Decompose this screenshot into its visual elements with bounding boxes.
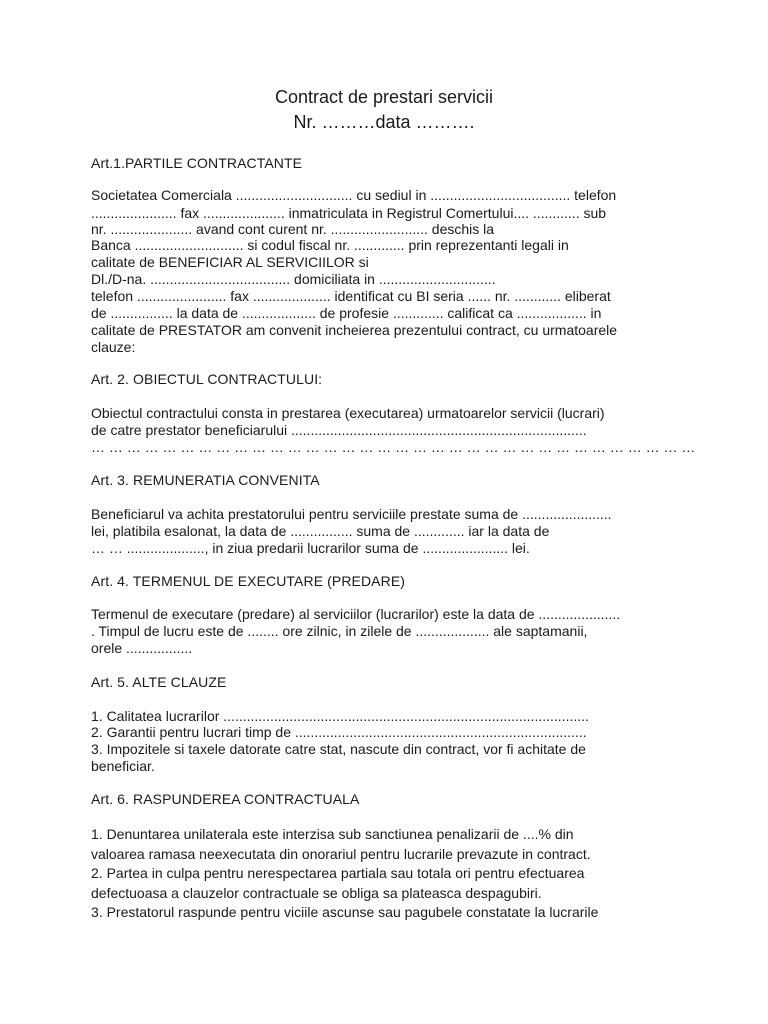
article-4-line: orele ................. <box>91 640 193 656</box>
article-3-line: lei, platibila esalonat, la data de ................ suma de ............. iar la data de <box>91 523 550 539</box>
article-6-line: 3. Prestatorul raspunde pentru viciile ascunse sau pagubele constatate la lucrarile <box>91 904 599 920</box>
article-5-line: beneficiar. <box>91 758 155 774</box>
document-title: Contract de prestari servicii <box>274 87 494 107</box>
article-1-line: Banca ............................ si codul fiscal nr. ............. prin reprezentanti legali in <box>91 237 569 253</box>
article-4-heading: Art. 4. TERMENUL DE EXECUTARE (PREDARE) <box>91 573 406 589</box>
article-4-line: . Timpul de lucru este de ........ ore zilnic, in zilele de ................... ale saptamanii, <box>91 623 588 639</box>
article-1-line: ...................... fax ..................... inmatriculata in Registrul Comertului.... ............ sub <box>91 205 607 221</box>
article-1-line: nr. ..................... avand cont curent nr. ......................... deschis la <box>91 221 495 237</box>
article-1-heading: Art.1.PARTILE CONTRACTANTE <box>91 155 303 171</box>
article-5-line: 3. Impozitele si taxele datorate catre stat, nascute din contract, vor fi achitate de <box>91 741 586 757</box>
article-6-line: 1. Denuntarea unilaterala este interzisa sub sanctiunea penalizarii de ....% din <box>91 826 574 842</box>
article-1-line: clauze: <box>91 339 136 355</box>
article-5-line: 2. Garantii pentru lucrari timp de ........................................................................... <box>91 724 587 740</box>
article-3-line: … … ...................., in ziua predarii lucrarilor suma de ...................... lei. <box>91 540 530 556</box>
article-1-line: calitate de PRESTATOR am convenit incheierea prezentului contract, cu urmatoarele <box>91 322 618 338</box>
article-6-line: defectuoasa a clauzelor contractuale se obliga sa plateasca despagubiri. <box>91 885 542 901</box>
article-4-line: Termenul de executare (predare) al serviciilor (lucrarilor) este la data de ..................... <box>91 606 621 622</box>
article-3-heading: Art. 3. REMUNERATIA CONVENITA <box>91 472 320 488</box>
article-2-line: Obiectul contractului consta in prestarea (executarea) urmatoarelor servicii (lucrari) <box>91 405 605 421</box>
article-6-heading: Art. 6. RASPUNDEREA CONTRACTUALA <box>91 791 360 807</box>
article-6-line: 2. Partea in culpa pentru nerespectarea partiala sau totala ori pentru efectuarea <box>91 865 585 881</box>
document-number-date: Nr. ………data ………. <box>293 112 475 132</box>
article-1-line: Dl./D-na. .................................... domiciliata in .............................. <box>91 271 496 287</box>
article-5-heading: Art. 5. ALTE CLAUZE <box>91 674 227 690</box>
article-2-line: … … … … … … … … … … … … … … … … … … … … … … … … … … … … … … … … … … <box>91 439 696 455</box>
article-5-line: 1. Calitatea lucrarilor .............................................................................................. <box>91 708 589 724</box>
article-6-line: valoarea ramasa neexecutata din onorariul pentru lucrarile prevazute in contract. <box>91 846 591 862</box>
article-2-line: de catre prestator beneficiarului ............................................................................ <box>91 422 587 438</box>
article-2-heading: Art. 2. OBIECTUL CONTRACTULUI: <box>91 371 323 387</box>
article-1-line: telefon ....................... fax .................... identificat cu BI seria ...... nr. ............ eliberat <box>91 288 611 304</box>
article-1-line: calitate de BENEFICIAR AL SERVICIILOR si <box>91 254 369 270</box>
article-3-line: Beneficiarul va achita prestatorului pentru serviciile prestate suma de ....................... <box>91 506 612 522</box>
article-1-line: de ................ la data de ................... de profesie ............. calificat ca .................. in <box>91 305 602 321</box>
article-1-line: Societatea Comerciala .............................. cu sediul in .................................... telefon <box>91 187 617 203</box>
